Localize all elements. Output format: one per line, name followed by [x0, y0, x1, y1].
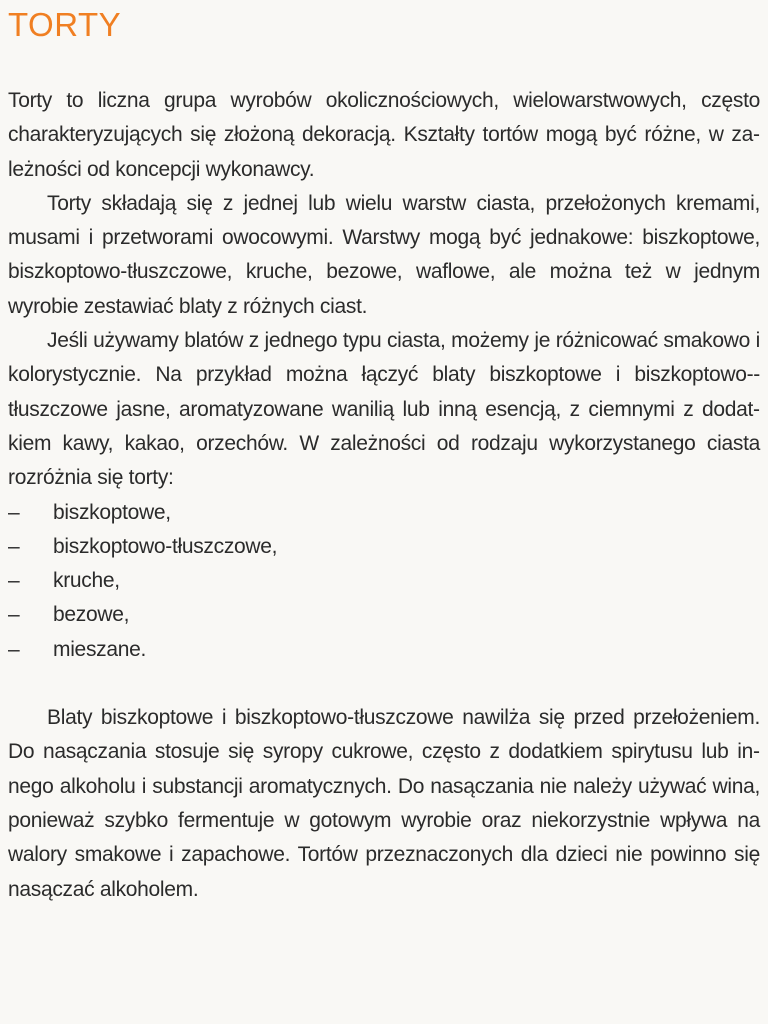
list-item [8, 530, 760, 564]
list-dash: – [8, 569, 20, 593]
list-item-text: mieszane. [53, 637, 147, 661]
list-item [8, 564, 760, 598]
body-text [8, 84, 760, 907]
paragraph-variation: Jeśli używamy blatów z jednego typu ciasta, możemy je różnicować smakowo i kolorystycznie. Na przykład można łączyć blaty biszkoptowe i biszkoptowo--tłuszczowe jasne, aromatyzowane wanilią lub inną esencją, z ciemnymi z dodatkiem kawy, kakao, orzechów. W zależności od rodzaju wykorzystanego ciasta rozróżnia się torty: [8, 329, 760, 490]
list-item-text: biszkoptowo-tłuszczowe, [53, 534, 278, 558]
paragraph-soaking: Blaty biszkoptowe i biszkoptowo-tłuszczowe nawilża się przed przełożeniem. Do nasączania stosuje się syropy cukrowe, często z dodatkiem spirytusu lub innego alkoholu i substancji aromatycznych. Do nasączania nie należy używać wina, ponieważ szybko fermentuje w gotowym wyrobie oraz niekorzystnie wpływa na walory smakowe i zapachowe. Tortów przeznaczonych dla dzieci nie powinno się nasączać alkoholem. [8, 706, 760, 901]
list-dash: – [8, 637, 20, 661]
list-item [8, 633, 760, 667]
list-item-text: kruche, [53, 569, 120, 593]
list-dash: – [8, 603, 20, 627]
list-item-text: biszkoptowe, [53, 500, 171, 524]
paragraph-intro: Torty to liczna grupa wyrobów okolicznościowych, wielowarstwowych, często charakteryzujących się złożoną dekoracją. Kształty tortów mogą być różne, w zależności od koncepcji wykonawcy. [8, 89, 760, 181]
section-spacer [8, 667, 760, 701]
list-item [8, 496, 760, 530]
paragraph-layers: Torty składają się z jednej lub wielu warstw ciasta, przełożonych kremami, musami i przetworami owocowymi. Warstwy mogą być jednakowe: biszkoptowe, biszkoptowo-tłuszczowe, kruche, bezowe, waflowe, ale można też w jednym wyrobie zestawiać blaty z różnych ciast. [8, 191, 760, 318]
cake-types-list [8, 496, 760, 667]
page-title: TORTY [8, 6, 122, 43]
list-dash: – [8, 500, 20, 524]
list-item-text: bezowe, [53, 603, 130, 627]
list-item [8, 598, 760, 632]
list-dash: – [8, 534, 20, 558]
